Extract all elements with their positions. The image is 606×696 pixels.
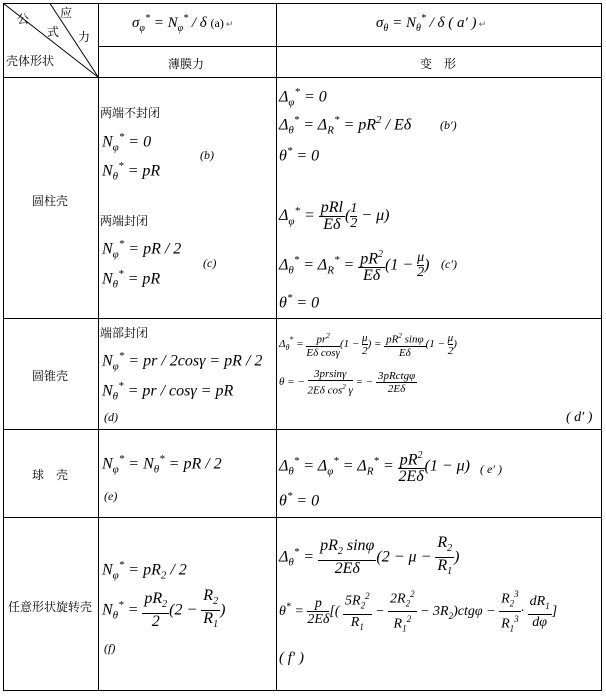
header-formula-b: $\sigma_\theta = N_\theta^* / \delta$ ( a′ ) ↵ xyxy=(376,13,487,34)
cone-eq2: $N_\theta^*$ = pr / cosγ = pR xyxy=(102,380,234,403)
sphere-def-eq2: θ* = 0 xyxy=(279,490,320,510)
arbitrary-def-eq2: θ* = $\frac{p}{2E\delta}$ [( $\frac{5R_2^2}{R_1}$ − $\frac{2R_2^2}{R_1^2}$ − $3R_2)ctg\varphi$ − $\frac{R_2^3}{R_1^3}$ · $\frac{dR_1}{d\varphi}$ ] xyxy=(279,589,558,634)
row-arbitrary-shape: 任意形状旋转壳 xyxy=(8,600,93,614)
cylinder-def-tag1: (b′) xyxy=(440,118,457,132)
arbitrary-tag: (f) xyxy=(104,641,116,655)
cylinder-def-eq2: $\Delta_\theta^* = \Delta_R^* = pR^2 / E\delta$ xyxy=(279,114,412,137)
sphere-def-eq1: $\Delta_\theta^* = \Delta_\varphi^* = \Delta_R^*$ = $\frac{pR^2}{2E\delta}$ (1 − μ) xyxy=(279,450,470,486)
cylinder-open-eq1: $N_\varphi^* = 0$ xyxy=(102,131,152,154)
sphere-def-tag: ( e′ ) xyxy=(480,462,502,476)
header-membrane-force: 薄膜力 xyxy=(168,57,205,71)
cylinder-open-tag: (b) xyxy=(200,148,214,162)
cylinder-open-eq2: $N_\theta^*$ = pR xyxy=(102,160,161,183)
corner-gong-label: 公 xyxy=(17,12,30,26)
arbitrary-eq1: $N_\varphi^* = pR_2 / 2$ xyxy=(102,559,187,582)
cylinder-def-eq3: θ* = 0 xyxy=(279,145,320,165)
arbitrary-eq2: $N_\theta^*$ = $\frac{pR_2}{2}$ (2 − $\frac{R_2}{R_1}$ ) xyxy=(102,587,226,631)
row-sphere-shape: 球 壳 xyxy=(32,468,69,482)
arbitrary-def-eq1: $\Delta_\theta^*$ = $\frac{pR_2 \sin\varphi}{2E\delta}$ (2 − μ − $\frac{R_2}{R_1}$ ) xyxy=(279,534,460,578)
cylinder-def-eq4: $\Delta_\varphi^*$ = pRl Eδ ( $\frac{1}{2}$ − μ) xyxy=(279,199,390,233)
cone-tag: (d) xyxy=(104,410,118,424)
row-cylinder-shape: 圆柱壳 xyxy=(32,194,69,208)
cylinder-closed-eq2: $N_\theta^*$ = pR xyxy=(102,268,161,291)
sphere-tag: (e) xyxy=(104,489,118,503)
cylinder-def-tag2: (c′) xyxy=(441,257,457,271)
corner-ying-label: 应 xyxy=(60,6,73,20)
corner-shell-shape-label: 壳体形状 xyxy=(6,54,55,68)
cylinder-def-eq6: θ* = 0 xyxy=(279,292,320,312)
arbitrary-def-tag: ( f′ ) xyxy=(279,650,304,666)
corner-shi-label: 式 xyxy=(47,25,60,39)
cone-def-eq2: θ = − $\frac{3prsin\gamma}{2E\delta \cos^2 \gamma}$ = − 3pRctgφ 2Eδ xyxy=(279,368,416,397)
cylinder-closed-label: 两端封闭 xyxy=(100,214,149,228)
cylinder-def-eq5: $\Delta_\theta^* = \Delta_R^*$ = $\frac{pR^2}{E\delta}$ (1 − $\frac{\mu}{2}$ ) xyxy=(279,249,430,285)
cylinder-def-eq1: $\Delta_\varphi^* = 0$ xyxy=(279,86,327,109)
cylinder-closed-eq1: $N_\varphi^*$ = pR / 2 xyxy=(102,238,182,261)
cylinder-open-label: 两端不封闭 xyxy=(100,106,161,120)
corner-li-label: 力 xyxy=(78,30,91,44)
cone-def-tag: ( d′ ) xyxy=(566,410,593,425)
cone-eq1: $N_\varphi^*$ = pr / 2cosγ = pR / 2 xyxy=(102,350,263,373)
cone-def-eq1: $\Delta_\theta^*$ = $\frac{pr^2}{\text{Eδ cosγ}}$ (1 − $\frac{\mu}{2}$ ) = $\frac{pR^2 \sin\varphi}{E\delta}$ (1 − $\frac{\mu}{2}$ ) xyxy=(279,331,457,359)
header-formula-a: $\sigma_\varphi^* = N_\varphi^* / \delta$ (a) ↵ xyxy=(132,13,234,34)
sphere-eq1: $N_\varphi^* = N_\theta^*$ = pR / 2 xyxy=(102,453,222,476)
header-deformation: 变 形 xyxy=(420,57,457,71)
cone-closed-label: 端部封闭 xyxy=(100,326,149,340)
cylinder-closed-tag: (c) xyxy=(203,256,217,270)
row-cone-shape: 圆锥壳 xyxy=(32,369,69,383)
